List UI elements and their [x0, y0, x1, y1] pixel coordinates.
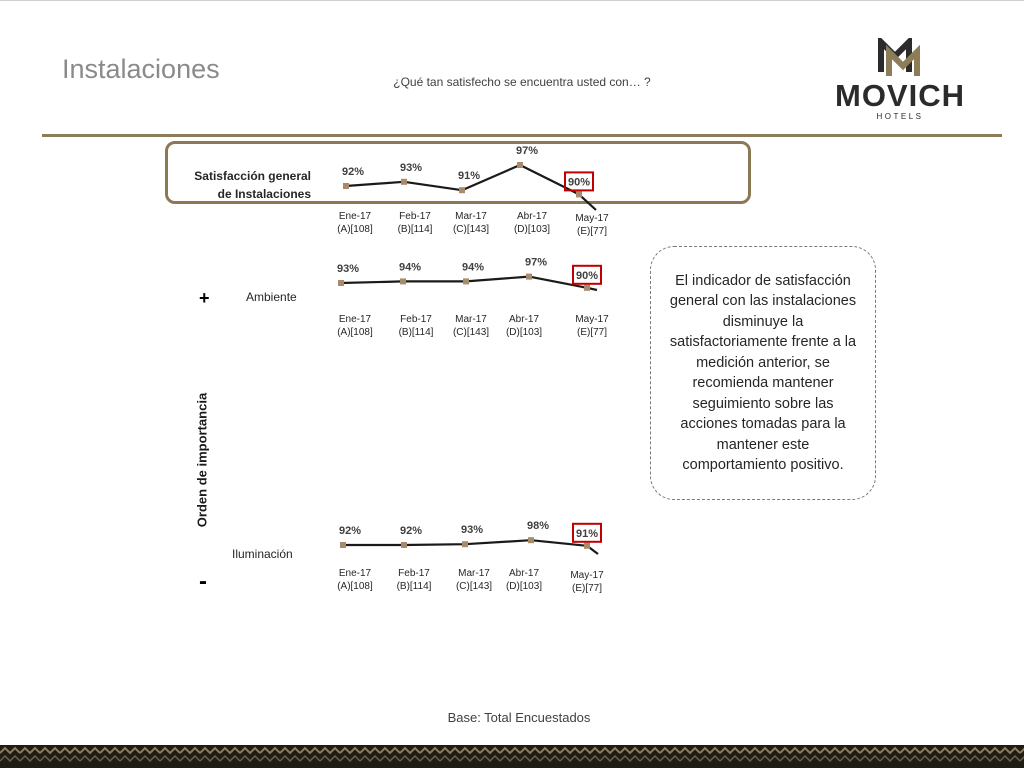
minus-sign: - — [199, 568, 207, 595]
sample-size: (C)[143] — [452, 224, 490, 235]
data-label: 94% — [462, 261, 485, 274]
sample-size: (B)[114] — [397, 224, 433, 235]
month-label — [502, 210, 562, 236]
month-name: Abr-17 — [508, 314, 539, 325]
data-point — [400, 278, 406, 284]
month-name: May-17 — [575, 314, 609, 325]
sample-size: (D)[103] — [513, 224, 551, 235]
sample-size: (E)[77] — [576, 327, 607, 338]
data-point — [459, 187, 465, 193]
data-point — [576, 191, 582, 197]
month-name: Ene-17 — [338, 211, 372, 222]
data-point — [462, 541, 468, 547]
sample-size: (A)[108] — [337, 327, 373, 338]
sample-size: (E)[77] — [576, 226, 607, 237]
data-point — [517, 162, 523, 168]
base-text: Base: Total Encuestados — [447, 710, 591, 725]
iluminacion-label: Iluminación — [232, 547, 293, 561]
month-label — [441, 210, 501, 236]
sample-size: (A)[108] — [337, 581, 373, 592]
month-name: Mar-17 — [455, 211, 487, 222]
month-label — [557, 569, 617, 595]
data-label: 93% — [337, 263, 360, 275]
logo-sub-text: HOTELS — [876, 112, 924, 121]
month-label — [441, 313, 501, 339]
plus-sign: + — [199, 288, 210, 308]
data-label: 92% — [342, 166, 365, 178]
sample-size: (D)[103] — [505, 327, 543, 338]
data-point — [401, 179, 407, 185]
month-label — [384, 567, 444, 593]
month-name: Feb-17 — [399, 211, 431, 222]
insight-note-text: El indicador de satisfacción general con las instalaciones disminuye la satisfactoriamente frente a la medición anterior, se recomienda mantener seguimiento sobre las acciones tomadas para la mantener este comportamiento positivo. — [669, 272, 857, 473]
month-label — [325, 567, 385, 593]
general-satisfaction-label-line2: de Instalaciones — [217, 187, 311, 201]
data-point — [584, 285, 590, 291]
month-name: Abr-17 — [516, 211, 547, 222]
sample-size: (A)[108] — [337, 224, 373, 235]
data-label: 92% — [339, 525, 362, 537]
month-label — [325, 313, 385, 339]
data-point — [526, 274, 532, 280]
data-label: 97% — [525, 256, 548, 269]
data-point — [401, 542, 407, 548]
data-label: 90% — [567, 176, 591, 189]
data-label: 97% — [516, 145, 539, 157]
data-point — [584, 543, 590, 549]
month-name: Mar-17 — [458, 568, 490, 579]
month-label — [385, 210, 445, 236]
series-line-2 — [343, 540, 598, 554]
data-label: 91% — [575, 527, 599, 540]
sample-size: (D)[103] — [505, 581, 543, 592]
month-label — [562, 313, 622, 339]
sample-size: (C)[143] — [452, 327, 490, 338]
month-name: Ene-17 — [338, 568, 372, 579]
month-label — [494, 313, 554, 339]
month-label — [562, 212, 622, 238]
general-satisfaction-label-line1: Satisfacción general — [194, 169, 311, 183]
month-name: Abr-17 — [508, 568, 539, 579]
importance-axis-title: Orden de importancia — [194, 392, 210, 528]
data-label: 93% — [400, 161, 423, 174]
month-name: May-17 — [575, 213, 609, 224]
footer-pattern-band — [0, 745, 1024, 768]
sample-size: (B)[114] — [396, 581, 432, 592]
month-label — [325, 210, 385, 236]
data-point — [463, 278, 469, 284]
month-name: Feb-17 — [400, 314, 432, 325]
data-point — [528, 537, 534, 543]
data-label: 91% — [458, 170, 481, 183]
month-name: Feb-17 — [398, 568, 430, 579]
data-label: 94% — [399, 261, 422, 274]
insight-note — [650, 246, 876, 500]
sample-size: (E)[77] — [571, 583, 602, 594]
data-point — [343, 183, 349, 189]
data-label: 90% — [575, 269, 599, 282]
survey-question: ¿Qué tan satisfecho se encuentra usted con… ? — [393, 75, 651, 89]
data-point — [340, 542, 346, 548]
month-label — [494, 567, 554, 593]
month-label — [386, 313, 446, 339]
data-label: 93% — [461, 524, 484, 537]
sample-size: (B)[114] — [398, 327, 434, 338]
sample-size: (C)[143] — [455, 581, 493, 592]
logo-brand-text: MOVICH — [835, 78, 965, 113]
month-name: Ene-17 — [338, 314, 372, 325]
data-label: 98% — [527, 520, 550, 533]
month-name: Mar-17 — [455, 314, 487, 325]
data-point — [338, 280, 344, 286]
ambiente-label: Ambiente — [246, 290, 297, 304]
page-title: Instalaciones — [62, 54, 220, 84]
month-name: May-17 — [570, 570, 604, 581]
data-label: 92% — [400, 525, 423, 537]
